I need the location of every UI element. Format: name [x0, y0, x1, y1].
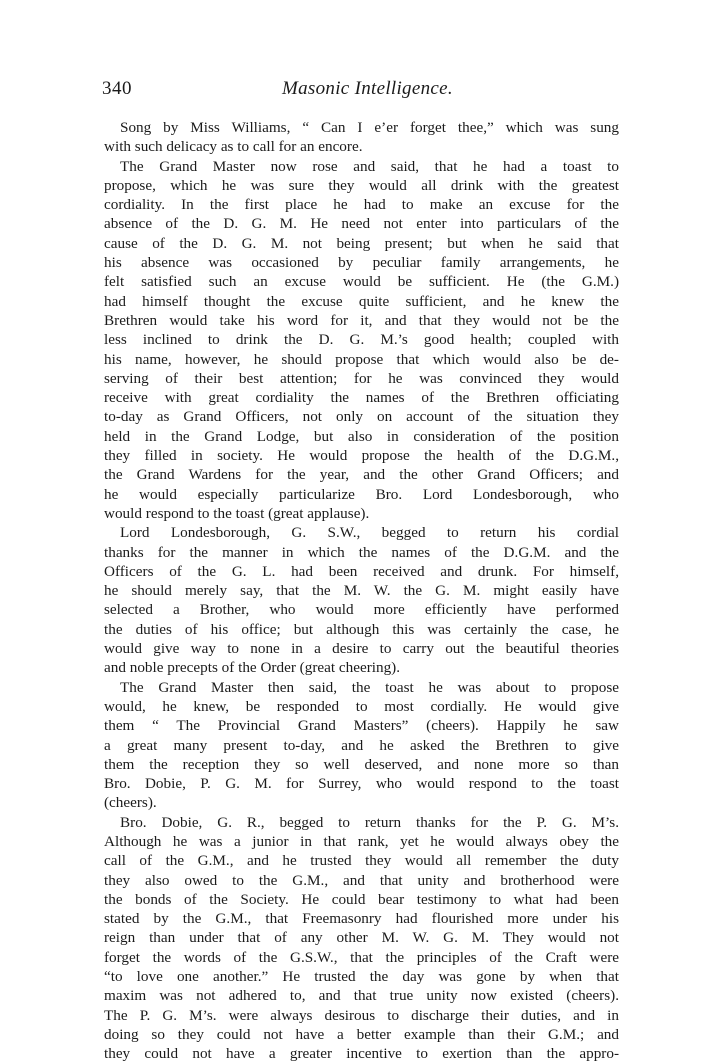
text-line: thanks for the manner in which the names of the D.G.M. and the	[104, 543, 619, 561]
text-line: cause of the D. G. M. not being present; but when he said that	[104, 234, 619, 252]
text-line: less inclined to drink the D. G. M.’s good health; coupled with	[104, 331, 619, 349]
text-line: would give way to none in a desire to carry out the beautiful theories	[104, 640, 619, 658]
text-line: selected a Brother, who would more efficiently have performed	[104, 601, 619, 619]
text-line: doing so they could not have a better example than their G.M.; and	[104, 1025, 619, 1043]
text-line: Bro. Dobie, P. G. M. for Surrey, who would respond to the toast	[104, 775, 619, 793]
text-line: the bonds of the Society. He could bear testimony to what had been	[104, 890, 619, 908]
text-line: them the reception they so well deserved, and none more so than	[104, 755, 619, 773]
text-line: would, he knew, be responded to most cordially. He would give	[104, 697, 619, 715]
text-line: would respond to the toast (great applause).	[104, 504, 370, 522]
text-line: Brethren would take his word for it, and that they would not be the	[104, 311, 619, 329]
text-line: maxim was not adhered to, and that true unity now existed (cheers).	[104, 987, 619, 1005]
text-line: cordiality. In the first place he had to make an excuse for the	[104, 196, 619, 214]
text-line: Bro. Dobie, G. R., begged to return thanks for the P. G. M’s.	[120, 813, 619, 831]
text-line: felt satisfied such an excuse would be sufficient. He (the G.M.)	[104, 273, 619, 291]
text-line: reign than under that of any other M. W. G. M. They would not	[104, 929, 619, 947]
running-header	[102, 78, 622, 104]
text-line: The Grand Master then said, the toast he was about to propose	[120, 678, 619, 696]
page-number: 340	[102, 78, 132, 99]
text-line: they filled in society. He would propose the health of the D.G.M.,	[104, 447, 619, 465]
text-line: a great many present to-day, and he asked the Brethren to give	[104, 736, 619, 754]
text-line: absence of the D. G. M. He need not enter into particulars of the	[104, 215, 619, 233]
text-line: he should merely say, that the M. W. the G. M. might easily have	[104, 582, 619, 600]
text-line: The P. G. M’s. were always desirous to discharge their duties, and in	[104, 1006, 619, 1024]
text-line: call of the G.M., and he trusted they would all remember the duty	[104, 852, 619, 870]
text-line: and noble precepts of the Order (great cheering).	[104, 659, 401, 677]
text-line: his absence was occasioned by peculiar family arrangements, he	[104, 254, 619, 272]
text-line: his name, however, he should propose that which would also be de-	[104, 350, 619, 368]
text-line: to-day as Grand Officers, not only on account of the situation they	[104, 408, 619, 426]
text-line: Officers of the G. L. had been received and drunk. For himself,	[104, 562, 619, 580]
text-line: “to love one another.” He trusted the day was gone by when that	[104, 968, 619, 986]
text-line: had himself thought the excuse quite sufficient, and he knew the	[104, 292, 619, 310]
text-line: he would especially particularize Bro. Lord Londesborough, who	[104, 485, 619, 503]
text-line: Lord Londesborough, G. S.W., begged to return his cordial	[120, 524, 619, 542]
running-title: Masonic Intelligence.	[282, 78, 453, 99]
text-line: the Grand Wardens for the year, and the other Grand Officers; and	[104, 466, 619, 484]
text-line: propose, which he was sure they would all drink with the greatest	[104, 176, 619, 194]
text-line: (cheers).	[104, 794, 157, 812]
text-line: with such delicacy as to call for an encore.	[104, 138, 363, 156]
text-line: they also owed to the G.M., and that unity and brotherhood were	[104, 871, 619, 889]
text-line: serving of their best attention; for he was convinced they would	[104, 369, 619, 387]
text-line: Song by Miss Williams, “ Can I e’er forget thee,” which was sung	[120, 119, 619, 136]
text-line: Although he was a junior in that rank, yet he would always obey the	[104, 832, 619, 850]
text-line: The Grand Master now rose and said, that he had a toast to	[120, 157, 619, 175]
text-line: them “ The Provincial Grand Masters” (cheers). Happily he saw	[104, 717, 619, 735]
text-line: held in the Grand Lodge, but also in consideration of the position	[104, 427, 619, 445]
text-line: receive with great cordiality the names of the Brethren officiating	[104, 389, 619, 407]
text-line: forget the words of the G.S.W., that the principles of the Craft were	[104, 948, 619, 966]
body-text	[104, 118, 619, 1064]
text-line: the duties of his office; but although this was certainly the case, he	[104, 620, 619, 638]
text-line: stated by the G.M., that Freemasonry had flourished more under his	[104, 910, 619, 928]
text-line: they could not have a greater incentive to exertion than the appro-	[104, 1045, 619, 1063]
